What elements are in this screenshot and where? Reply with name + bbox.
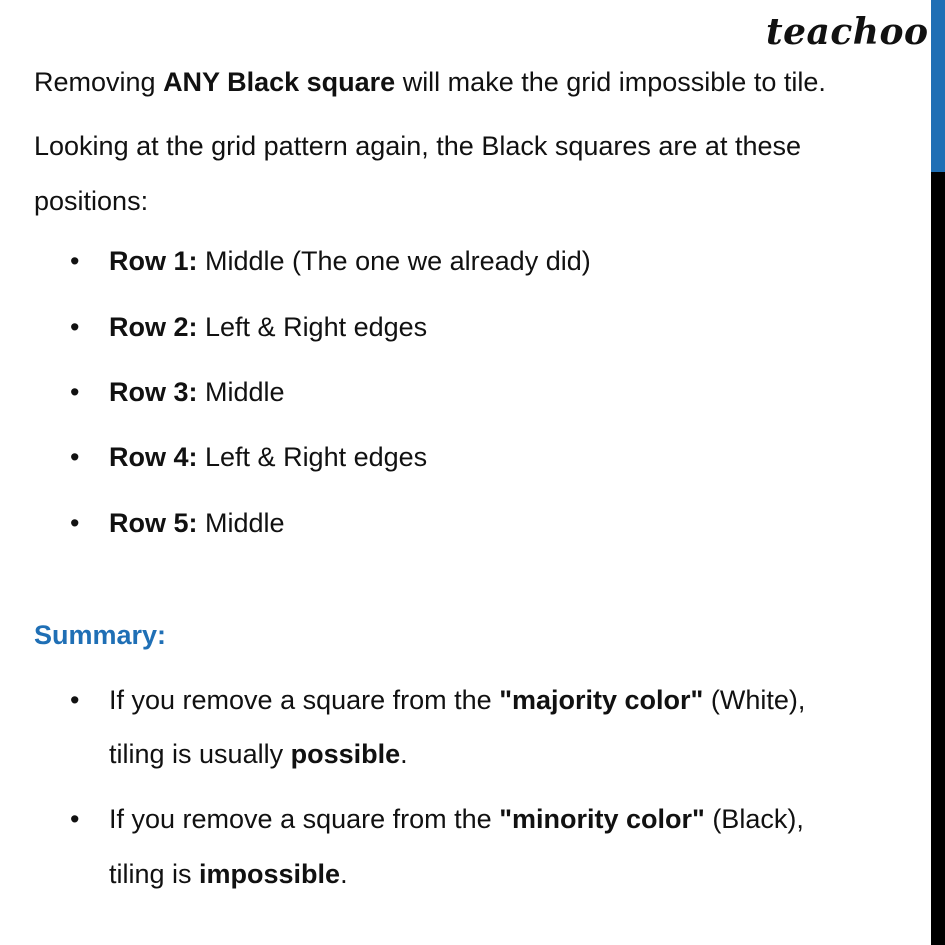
- summary-continuation: tiling is impossible.: [109, 858, 348, 889]
- row-text: Left & Right edges: [197, 442, 428, 473]
- list-item: [34, 441, 914, 473]
- list-item: [34, 376, 914, 408]
- row-list: [34, 245, 914, 539]
- positions-line-1: Looking at the grid pattern again, the Black squares are at these: [34, 131, 801, 162]
- intro-paragraph: Removing ANY Black square will make the grid impossible to tile.: [34, 67, 826, 97]
- intro-emphasis: ANY Black square: [163, 67, 396, 97]
- row-label: Row 2:: [109, 311, 198, 342]
- summary-emphasis: "minority color": [499, 804, 705, 835]
- summary-emphasis: possible: [290, 738, 401, 769]
- list-item: [34, 311, 914, 343]
- row-label: Row 5:: [109, 507, 198, 538]
- list-item: [34, 245, 914, 277]
- row-label: Row 4:: [109, 442, 198, 473]
- summary-continuation: tiling is usually possible.: [109, 738, 408, 769]
- sidebar-accent: [931, 0, 945, 172]
- list-item: • If you remove a square from the "minority color" (Black), tiling is impossible.: [34, 803, 914, 890]
- positions-line-2: positions:: [34, 185, 149, 216]
- summary-emphasis: impossible: [199, 858, 341, 889]
- content: [34, 58, 914, 923]
- summary-emphasis: "majority color": [499, 684, 704, 715]
- summary-list: [34, 684, 914, 891]
- list-item: • If you remove a square from the "majority color" (White), tiling is usually possible.: [34, 684, 914, 771]
- row-text: Middle (The one we already did): [197, 246, 591, 277]
- row-text: Left & Right edges: [197, 311, 428, 342]
- row-label: Row 3:: [109, 376, 198, 407]
- row-text: Middle: [197, 376, 285, 407]
- row-label: Row 1:: [109, 246, 198, 277]
- summary-heading: Summary:: [34, 620, 167, 651]
- list-item: [34, 507, 914, 539]
- positions-paragraph: [34, 130, 914, 217]
- teachoo-logo: teachoo: [766, 11, 929, 53]
- row-text: Middle: [197, 507, 285, 538]
